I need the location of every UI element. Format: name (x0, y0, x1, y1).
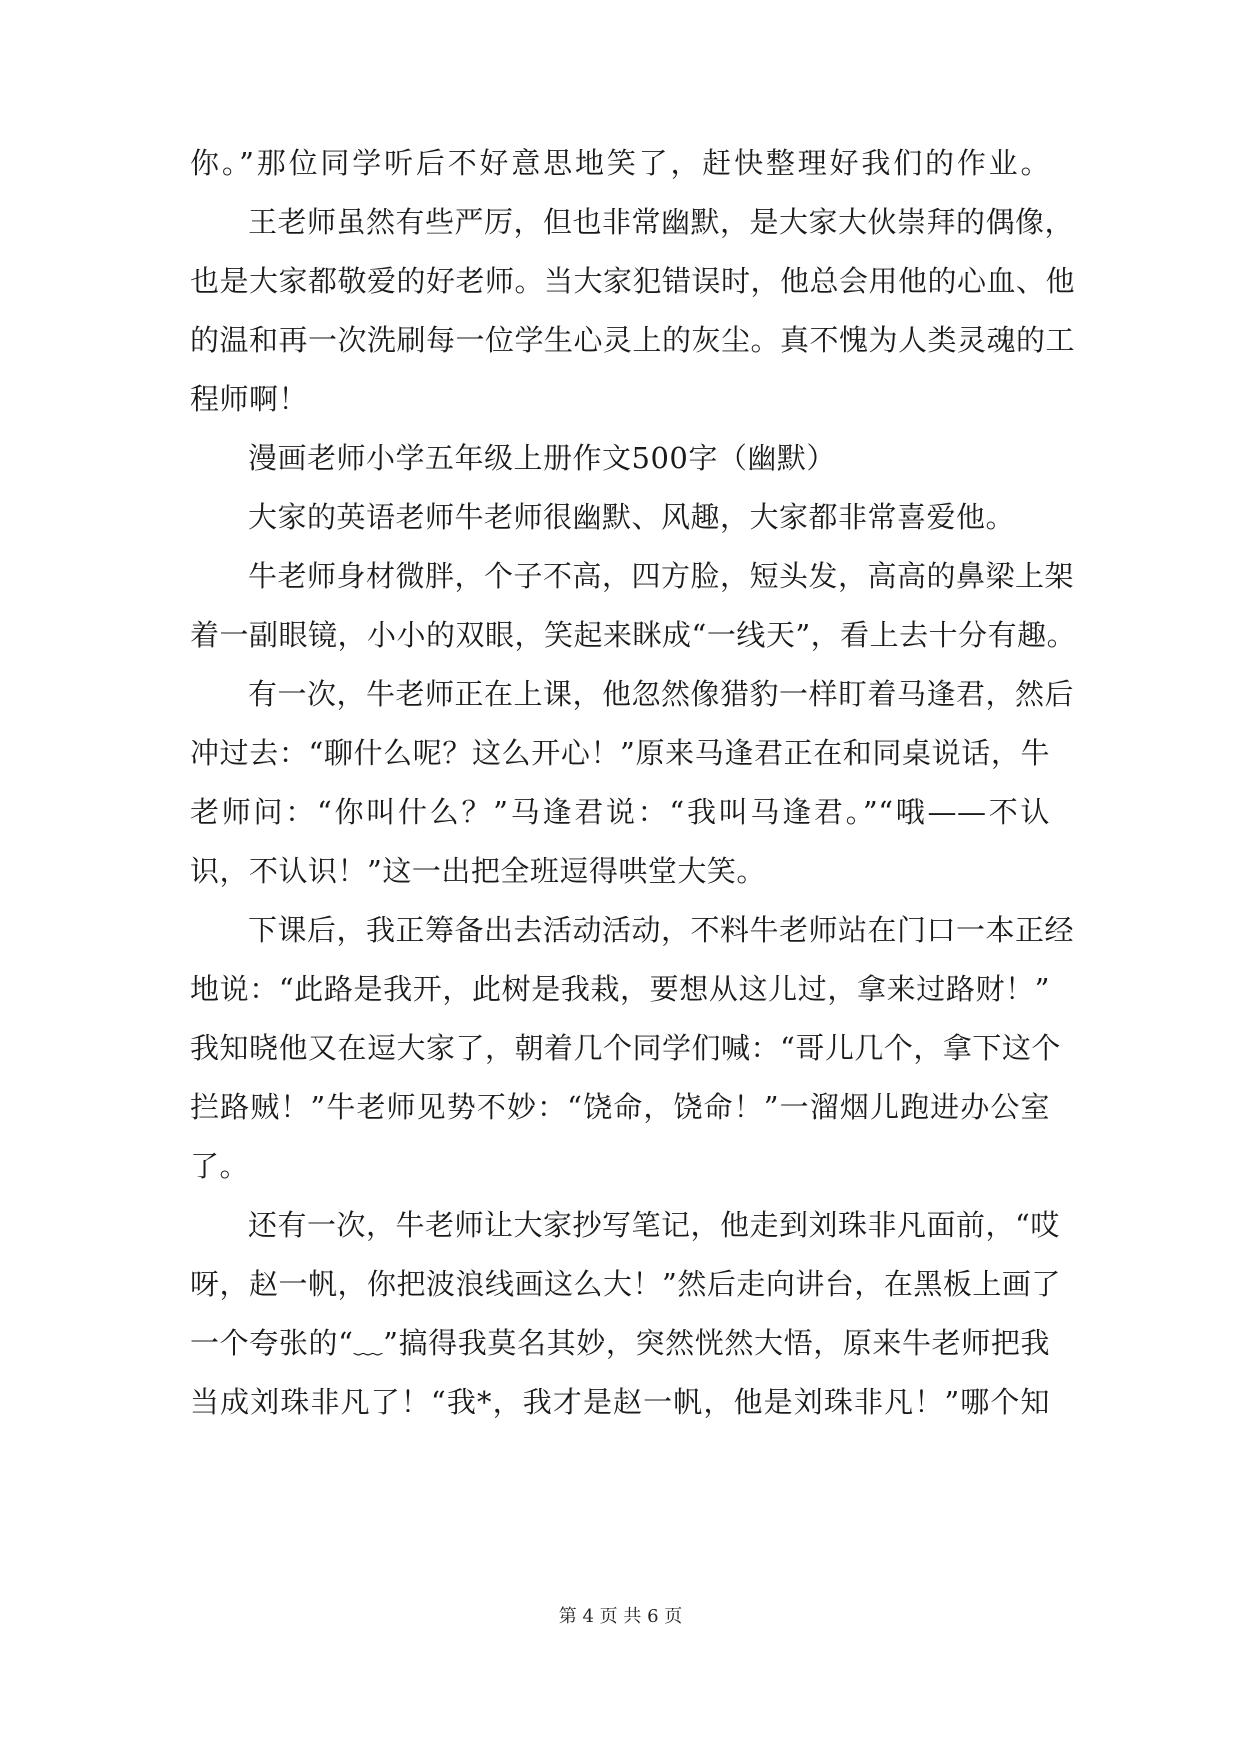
text-line: 冲过去：“聊什么呢？这么开心！”原来马逢君正在和同桌说话，牛 (190, 736, 1050, 770)
paragraph-start-line: 有一次，牛老师正在上课，他忽然像猎豹一样盯着马逢君，然后 (248, 677, 1075, 711)
text-line: 程师啊！ (190, 382, 309, 416)
text-line: 一个夸张的“﹏”搞得我莫名其妙，突然恍然大悟，原来牛老师把我 (190, 1326, 1050, 1360)
text-line: 呀，赵一帆，你把波浪线画这么大！”然后走向讲台，在黑板上画了 (190, 1267, 1061, 1301)
text-line: 也是大家都敬爱的好老师。当大家犯错误时，他总会用他的心血、他 (190, 264, 1076, 298)
text-line: 当成刘珠非凡了！“我*，我才是赵一帆，他是刘珠非凡！”哪个知 (190, 1385, 1050, 1419)
text-line: 识，不认识！”这一出把全班逗得哄堂大笑。 (190, 854, 766, 888)
text-line: 了。 (190, 1149, 250, 1183)
paragraph-start-line: 大家的英语老师牛老师很幽默、风趣，大家都非常喜爱他。 (248, 500, 1016, 534)
text-line: 你。”那位同学听后不好意思地笑了，赶快整理好我们的作业。 (190, 146, 1050, 180)
text-line: 拦路贼！”牛老师见势不妙：“饶命，饶命！”一溜烟儿跑进办公室 (190, 1090, 1050, 1124)
text-line: 我知晓他又在逗大家了，朝着几个同学们喊：“哥儿几个，拿下这个 (190, 1031, 1061, 1065)
text-line: 的温和再一次洗刷每一位学生心灵上的灰尘。真不愧为人类灵魂的工 (190, 323, 1076, 357)
paragraph-start-line: 王老师虽然有些严厉，但也非常幽默，是大家大伙崇拜的偶像， (248, 205, 1075, 239)
paragraph-start-line: 牛老师身材微胖，个子不高，四方脸，短头发，高高的鼻梁上架 (248, 559, 1075, 593)
text-line: 老师问：“你叫什么？”马逢君说：“我叫马逢君。”“哦——不认 (190, 795, 1050, 829)
text-line: 着一副眼镜，小小的双眼，笑起来眯成“一线天”，看上去十分有趣。 (190, 618, 1077, 652)
section-title: 漫画老师小学五年级上册作文500字（幽默） (248, 441, 836, 475)
paragraph-start-line: 还有一次，牛老师让大家抄写笔记，他走到刘珠非凡面前，“哎 (248, 1208, 1060, 1242)
paragraph-start-line: 下课后，我正筹备出去活动活动，不料牛老师站在门口一本正经 (248, 913, 1075, 947)
text-line: 地说：“此路是我开，此树是我栽，要想从这儿过，拿来过路财！” (190, 972, 1050, 1006)
page-number-footer: 第 4 页 共 6 页 (558, 1606, 683, 1627)
